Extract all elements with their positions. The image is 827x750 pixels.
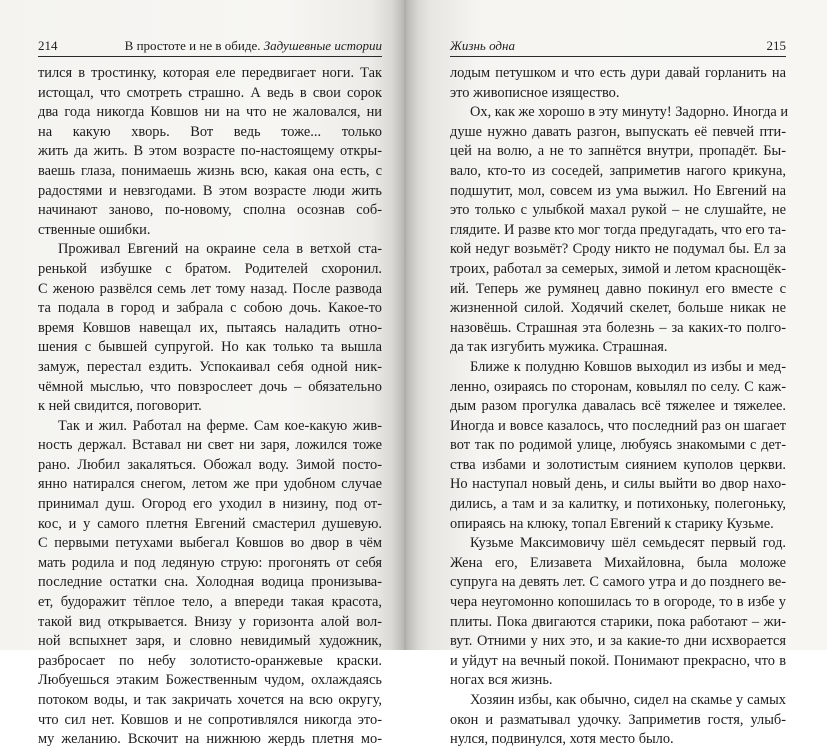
text-line: троих, работал за семерых, зимой и летом краснощёк-	[450, 260, 786, 277]
text-line: подшутит, мол, совсем из ума выжил. Но Евгений на	[450, 182, 786, 199]
text-line: ногах вся жизнь.	[450, 672, 553, 689]
text-line: да так изгубить мужика. Страшная.	[450, 339, 668, 356]
text-line: С первыми петухами выбегал Ковшов во двор в чём	[38, 535, 382, 552]
text-line: лодым петушком и что есть дури давай горланить на	[450, 65, 786, 81]
text-line: что сил нет. Ковшов и не сопротивлялся никогда это-	[38, 711, 382, 728]
text-line: Ох, как же хорошо в эту минуту! Задорно. Иногда и	[470, 104, 789, 121]
text-line: кой недуг возьмёт? Сроду никто не подумал бы. Ел за	[450, 241, 786, 258]
right-page-text	[450, 64, 789, 750]
text-line: Иногда и вовсе казалось, что последний раз он шагает	[450, 417, 786, 434]
text-line: Так и жил. Работал на ферме. Сам кое-какую жив-	[58, 417, 382, 434]
text-line: Проживал Евгений на окраине села в ветхой ста-	[58, 241, 382, 258]
text-line: та подала в город и забрала с собою дочь. Какое-то	[38, 300, 382, 317]
text-line: ной вспыхнет заря, и словно невидимый художник,	[38, 633, 382, 650]
text-line: чера неугомонно копошилась то в огороде, то в избе у	[450, 594, 786, 611]
text-line: вут. Отними у них это, и за какие-то дни исхворается	[450, 633, 786, 650]
text-line: истощал, что смотреть страшно. А ведь в свои сорок	[38, 84, 382, 101]
text-line: окон и разматывал удочку. Заприметив гостя, улыб-	[450, 711, 786, 728]
text-line: мать родила и под ледяную струю: прогонять от себя	[38, 554, 382, 571]
text-line: глядите. И разве кто мог тогда предугадать, что его та-	[450, 221, 786, 238]
text-line: душе нужно давать разгон, выпускать её певчей пти-	[450, 123, 786, 140]
right-header-rule	[450, 56, 786, 57]
text-line: два года никогда Ковшов ни на что не жаловался, ни	[38, 104, 382, 121]
text-line: нулся, подвинулся, хотя место было.	[450, 731, 674, 748]
text-line: вот так по родимой улице, любуясь знакомыми с дет-	[450, 437, 786, 454]
text-line: тился в тростинку, которая еле передвигает ноги. Так	[38, 65, 382, 81]
text-line: назовёшь. Страшная эта болезнь – за каких-то полго-	[450, 319, 786, 336]
text-line: к ней свидится, поговорит.	[38, 398, 202, 415]
text-line: последние остатки сна. Холодная водица пронизыва-	[38, 574, 382, 591]
text-line: опираясь на клюку, топал Евгений к старику Кузьме.	[450, 515, 774, 532]
text-line: радостями и невзгодами. В этом возрасте люди жить	[38, 182, 382, 199]
text-line: разбросает по небу золотисто-оранжевые краски.	[38, 652, 382, 669]
text-line: ственные ошибки.	[38, 221, 151, 238]
left-page-number: 214	[38, 38, 58, 53]
left-page	[0, 0, 404, 748]
text-line: кос, и у самого плетня Евгений смастерил душевую.	[38, 515, 382, 532]
text-line: принимал душ. Огород его уходил в низину, под от-	[38, 496, 382, 513]
text-line: начинают заново, по-новому, сполна осознав соб-	[38, 202, 382, 219]
right-page-header	[450, 37, 786, 55]
text-line: Но наступал новый день, и силы выйти во двор нахо-	[450, 476, 786, 493]
text-line: и уйдут на вечный покой. Понимают прекрасно, что в	[450, 652, 786, 669]
text-line: ваешь глаза, понимаешь жизнь всю, какая она есть, с	[38, 162, 382, 179]
left-running-head-plain: В простоте и не в обиде.	[124, 38, 264, 53]
text-line: Хозяин избы, как обычно, сидел на скамье у самых	[470, 692, 786, 708]
text-line: Любуешься этаким Божественным чудом, охлаждаясь	[38, 672, 382, 689]
text-line: такой вид открывается. Внизу у горизонта алой вол-	[38, 613, 382, 630]
text-line: дились, а там и за калитку, и потихоньку, полегоньку,	[450, 496, 786, 513]
text-line: чёмной мыслью, что повзрослеет дочь – обязательно	[38, 378, 382, 395]
text-line: янно натирался снегом, летом же при удобном случае	[38, 476, 382, 493]
text-line: шения с бывшей супругой. Но как только та вышла	[38, 339, 382, 356]
text-line: Кузьме Максимовичу шёл семьдесят первый год.	[470, 535, 786, 552]
text-line: это только с улыбкой махал рукой – не слушайте, не	[450, 202, 786, 219]
text-line: ленно, озираясь по сторонам, ковылял по селу. С каж-	[450, 378, 786, 395]
text-line: замуж, перестал ездить. Успокаивал себя одной ник-	[38, 358, 382, 375]
left-running-head	[125, 37, 382, 55]
left-header-rule	[38, 56, 382, 57]
text-line: С женою развёлся семь лет тому назад. После развода	[38, 280, 382, 297]
text-line: плиты. Пока двигаются старики, пока работают – жи-	[450, 613, 786, 630]
text-line: му желанию. Вскочит на нижнюю жердь плетня мо-	[38, 731, 382, 748]
text-line: дым разом прогулка давалась всё тяжелее и тяжелее.	[450, 398, 786, 415]
right-running-head: Жизнь одна	[450, 38, 515, 53]
text-line: потоком воды, и так закричать хочется на всю округу,	[38, 692, 382, 708]
text-line: время Ковшов навещал их, пытаясь наладить отно-	[38, 319, 382, 336]
left-page-text	[38, 64, 382, 750]
text-line: это живописное изящество.	[450, 84, 620, 101]
text-line: супруга на девять лет. С самого утра и до позднего ве-	[450, 574, 786, 591]
text-line: на какую хворь. Вот ведь тоже... только	[38, 123, 382, 140]
text-line: ет, будоражит тёплое тело, а впереди такая красота,	[38, 594, 382, 611]
text-line: Ближе к полудню Ковшов выходил из избы и мед-	[470, 358, 786, 375]
text-line: цей на волю, а не то запнётся внутри, пропадёт. Бы-	[450, 143, 786, 160]
left-running-head-italic: Задушевные истории	[263, 38, 382, 53]
left-page-header	[38, 37, 382, 55]
text-line: Жена его, Елизавета Михайловна, была моложе	[450, 554, 786, 571]
text-line: ства избами и золотистым сиянием куполов церкви.	[450, 456, 786, 473]
text-line: жить да жить. В этом возрасте по-настоящему откры-	[38, 143, 382, 160]
text-line: рано. Любил закаляться. Обожал воду. Зимой посто-	[38, 456, 382, 473]
right-page-number: 215	[766, 38, 786, 53]
text-line: жизненной силой. Ходячий скелет, больше никак не	[450, 300, 786, 317]
text-line: ий. Теперь же румянец давно покинул его вместе с	[450, 280, 786, 297]
text-line: ренькой избушке с братом. Родителей схоронил.	[38, 260, 382, 277]
text-line: ность держал. Вставал ни свет ни заря, ложился тоже	[38, 437, 382, 454]
text-line: вало, кто-то из соседей, заприметив нагого крикуна,	[450, 162, 786, 179]
